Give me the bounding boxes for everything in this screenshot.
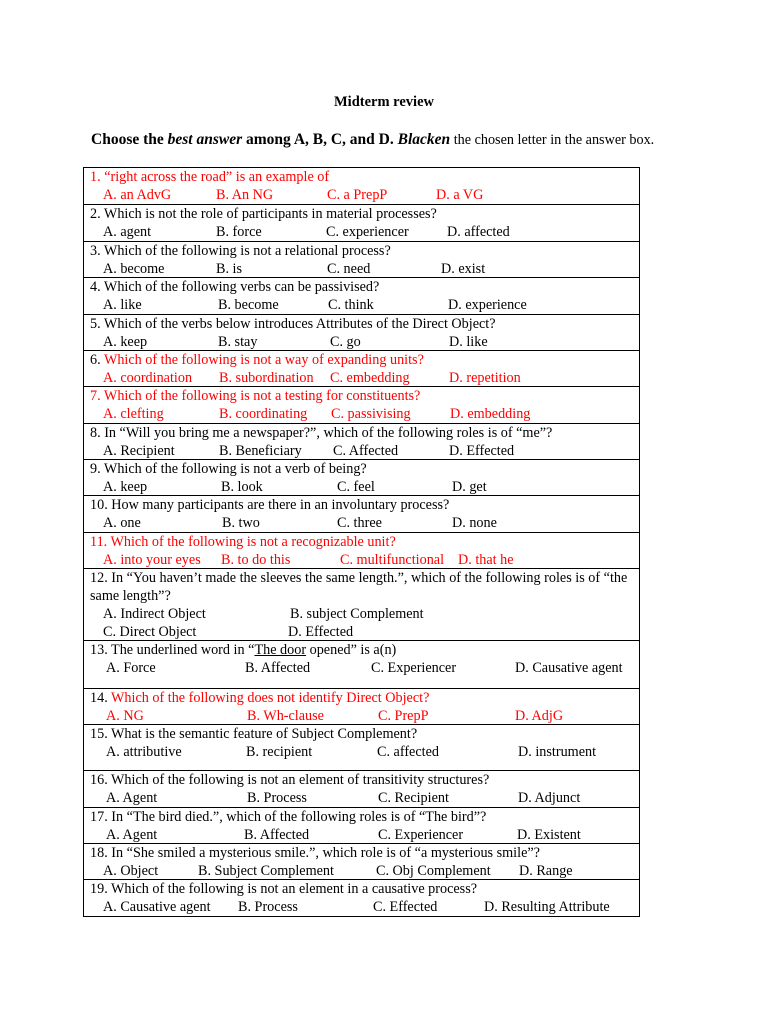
question-stem: 4. Which of the following verbs can be passivised?	[90, 279, 380, 295]
options-row	[90, 514, 635, 532]
option-a[interactable]: A. Force	[106, 660, 156, 676]
options-row	[90, 862, 635, 880]
options-row	[90, 605, 635, 623]
option-c[interactable]: C. think	[328, 297, 374, 313]
option-d[interactable]: D. Causative agent	[515, 660, 623, 676]
question-stem: 9. Which of the following is not a verb of being?	[90, 461, 367, 477]
question-2	[84, 205, 639, 242]
option-a[interactable]: A. agent	[103, 224, 152, 240]
option-a[interactable]: A. become	[103, 261, 165, 277]
option-c[interactable]: C. Direct Object	[103, 624, 197, 640]
option-d[interactable]: D. Existent	[517, 827, 581, 843]
question-5	[84, 315, 639, 351]
question-text-start: 13. The underlined word in “	[90, 642, 255, 658]
question-stem: 19. Which of the following is not an element in a causative process?	[90, 881, 478, 897]
option-b[interactable]: B. Wh-clause	[247, 708, 324, 724]
instructions-part3: among A, B, C, and D.	[242, 131, 398, 148]
option-b[interactable]: B. force	[216, 224, 262, 240]
option-a[interactable]: A. keep	[103, 334, 148, 350]
option-a[interactable]: A. coordination	[103, 370, 193, 386]
options-row	[90, 296, 635, 314]
question-18	[84, 844, 639, 880]
question-12	[84, 569, 639, 641]
question-15	[84, 725, 639, 771]
option-c[interactable]: C. passivising	[331, 406, 411, 422]
option-d[interactable]: D. exist	[441, 261, 486, 277]
option-d[interactable]: D. that he	[458, 552, 514, 568]
question-4	[84, 278, 639, 315]
question-17	[84, 808, 639, 844]
option-a[interactable]: A. Causative agent	[103, 899, 211, 915]
question-stem	[90, 689, 635, 707]
instructions-part2: best answer	[167, 131, 243, 148]
question-stem	[90, 351, 635, 369]
question-stem: 16. Which of the following is not an element of transitivity structures?	[90, 772, 490, 788]
question-10	[84, 496, 639, 533]
option-d[interactable]: D. Range	[519, 863, 573, 879]
option-a[interactable]: A. Agent	[106, 827, 158, 843]
option-a[interactable]: A. Indirect Object	[103, 606, 206, 622]
option-d[interactable]: D. get	[452, 479, 487, 495]
question-stem: 8. In “Will you bring me a newspaper?”, which of the following roles is of “me”?	[90, 425, 553, 441]
option-d[interactable]: D. experience	[448, 297, 527, 313]
option-d[interactable]: D. Effected	[449, 443, 515, 459]
option-b[interactable]: B. Beneficiary	[219, 443, 302, 459]
page-title: Midterm review	[334, 94, 434, 110]
option-b[interactable]: B. An NG	[216, 187, 274, 203]
option-b[interactable]: B. become	[218, 297, 279, 313]
question-9	[84, 460, 639, 496]
options-row	[90, 898, 635, 916]
question-7	[84, 387, 639, 424]
question-stem: 12. In “You haven’t made the sleeves the same length.”, which of the following roles is of “the same length”?	[90, 570, 628, 604]
question-stem	[90, 641, 635, 659]
option-a[interactable]: A. Object	[103, 863, 159, 879]
option-b[interactable]: B. subject Complement	[290, 606, 424, 622]
questions-table	[83, 167, 640, 917]
option-c[interactable]: C. Affected	[333, 443, 399, 459]
options-row	[90, 405, 635, 423]
option-c[interactable]: C. experiencer	[326, 224, 409, 240]
option-c[interactable]: C. Experiencer	[378, 827, 464, 843]
option-c[interactable]: C. multifunctional	[340, 552, 445, 568]
question-19	[84, 880, 639, 917]
option-c[interactable]: C. need	[327, 261, 371, 277]
question-1	[84, 168, 639, 205]
instructions-part1: Choose the	[91, 131, 168, 148]
question-14	[84, 689, 639, 725]
question-text: Which of the following does not identify Direct Object?	[111, 690, 430, 706]
option-b[interactable]: B. look	[221, 479, 263, 495]
question-stem: 15. What is the semantic feature of Subject Complement?	[90, 726, 418, 742]
question-11	[84, 533, 639, 569]
options-row	[90, 789, 635, 807]
question-stem: 3. Which of the following is not a relational process?	[90, 243, 391, 259]
question-stem: 2. Which is not the role of participants in material processes?	[90, 206, 437, 222]
option-a[interactable]: A. attributive	[106, 744, 182, 760]
question-13	[84, 641, 639, 689]
option-d[interactable]: D. none	[452, 515, 497, 531]
question-stem: 11. Which of the following is not a recognizable unit?	[90, 534, 396, 550]
options-row	[90, 826, 635, 844]
option-c[interactable]: C. a PrepP	[327, 187, 388, 203]
option-a[interactable]: A. an AdvG	[103, 187, 172, 203]
option-b[interactable]: B. Affected	[245, 660, 311, 676]
option-b[interactable]: B. Process	[247, 790, 307, 806]
option-d[interactable]: D. AdjG	[515, 708, 564, 724]
option-d[interactable]: D. Adjunct	[518, 790, 581, 806]
option-a[interactable]: A. NG	[106, 708, 144, 724]
option-c[interactable]: C. feel	[337, 479, 375, 495]
option-d[interactable]: D. Effected	[288, 624, 354, 640]
options-row	[90, 478, 635, 496]
options-row	[90, 743, 635, 761]
option-b[interactable]: B. Process	[238, 899, 298, 915]
options-row	[90, 369, 635, 387]
option-b[interactable]: B. coordinating	[219, 406, 308, 422]
option-c[interactable]: C. Obj Complement	[376, 863, 491, 879]
options-row	[90, 223, 635, 241]
question-16	[84, 771, 639, 808]
option-c[interactable]: C. embedding	[330, 370, 410, 386]
option-a[interactable]: A. one	[103, 515, 141, 531]
question-stem: 10. How many participants are there in an involuntary process?	[90, 497, 450, 513]
option-a[interactable]: A. Recipient	[103, 443, 175, 459]
options-row	[90, 551, 635, 569]
option-d[interactable]: D. embedding	[450, 406, 531, 422]
option-b[interactable]: B. Subject Complement	[198, 863, 334, 879]
option-b[interactable]: B. stay	[218, 334, 258, 350]
option-a[interactable]: A. into your eyes	[103, 552, 201, 568]
question-stem: 5. Which of the verbs below introduces Attributes of the Direct Object?	[90, 316, 496, 332]
options-row	[90, 186, 635, 204]
option-a[interactable]: A. Agent	[106, 790, 158, 806]
question-stem: 1. “right across the road” is an example of	[90, 169, 330, 185]
option-d[interactable]: D. a VG	[436, 187, 484, 203]
underlined-word: The door	[254, 642, 307, 658]
question-number: 6.	[90, 352, 104, 368]
instructions-part4: Blacken	[397, 131, 451, 148]
option-c[interactable]: C. Recipient	[378, 790, 449, 806]
option-c[interactable]: C. Effected	[373, 899, 438, 915]
option-b[interactable]: B. subordination	[219, 370, 314, 386]
instructions-part5: the chosen letter in the answer box.	[450, 132, 655, 148]
options-row	[90, 659, 635, 677]
option-c[interactable]: C. PrepP	[378, 708, 429, 724]
question-stem: 7. Which of the following is not a testing for constituents?	[90, 388, 421, 404]
options-row	[90, 442, 635, 460]
option-d[interactable]: D. repetition	[449, 370, 521, 386]
option-a[interactable]: A. keep	[103, 479, 148, 495]
option-d[interactable]: D. affected	[447, 224, 510, 240]
question-number: 14.	[90, 690, 112, 706]
options-row	[90, 260, 635, 278]
options-row	[90, 333, 635, 351]
options-row	[90, 623, 635, 641]
option-d[interactable]: D. instrument	[518, 744, 597, 760]
question-8	[84, 424, 639, 460]
option-c[interactable]: C. affected	[377, 744, 439, 760]
option-b[interactable]: B. Affected	[244, 827, 310, 843]
option-b[interactable]: B. to do this	[221, 552, 291, 568]
question-3	[84, 242, 639, 278]
option-d[interactable]: D. Resulting Attribute	[484, 899, 610, 915]
option-b[interactable]: B. two	[222, 515, 260, 531]
question-text: Which of the following is not a way of expanding units?	[103, 352, 424, 368]
option-b[interactable]: B. recipient	[246, 744, 313, 760]
option-a[interactable]: A. like	[103, 297, 142, 313]
question-text-end: opened” is a(n)	[306, 642, 397, 658]
question-stem: 17. In “The bird died.”, which of the following roles is of “The bird”?	[90, 809, 487, 825]
option-c[interactable]: C. Experiencer	[371, 660, 457, 676]
option-c[interactable]: C. go	[330, 334, 361, 350]
instructions	[91, 131, 671, 149]
option-b[interactable]: B. is	[216, 261, 243, 277]
question-6	[84, 351, 639, 387]
option-a[interactable]: A. clefting	[103, 406, 164, 422]
option-c[interactable]: C. three	[337, 515, 382, 531]
question-stem: 18. In “She smiled a mysterious smile.”, which role is of “a mysterious smile”?	[90, 845, 540, 861]
option-d[interactable]: D. like	[449, 334, 488, 350]
options-row	[90, 707, 635, 725]
